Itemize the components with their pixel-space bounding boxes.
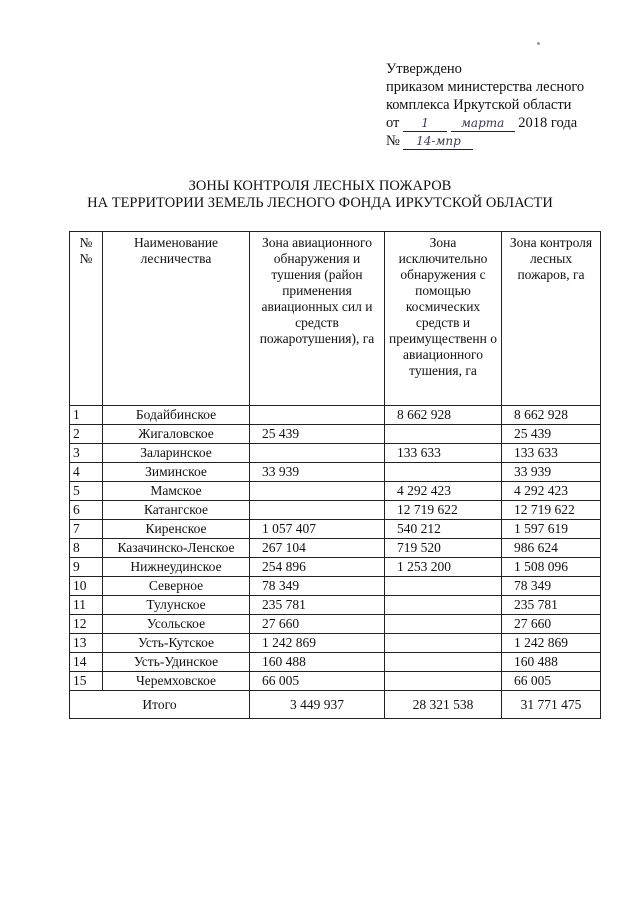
row-num: 10: [70, 577, 103, 596]
row-num: 3: [70, 444, 103, 463]
row-space: [385, 653, 502, 672]
row-total: 33 939: [502, 463, 601, 482]
row-name: Усольское: [103, 615, 250, 634]
fire-zones-table: [69, 231, 601, 719]
table-row: [70, 406, 601, 425]
row-name: Тулунское: [103, 596, 250, 615]
row-space: [385, 634, 502, 653]
row-num: 12: [70, 615, 103, 634]
row-total: 160 488: [502, 653, 601, 672]
date-suffix: 2018 года: [518, 115, 578, 131]
row-total: 25 439: [502, 425, 601, 444]
row-name: Бодайбинское: [103, 406, 250, 425]
row-total: 66 005: [502, 672, 601, 691]
table-row: [70, 653, 601, 672]
row-num: 2: [70, 425, 103, 444]
title-line-2: НА ТЕРРИТОРИИ ЗЕМЕЛЬ ЛЕСНОГО ФОНДА ИРКУТСКОЙ ОБЛАСТИ: [87, 195, 553, 211]
row-aviation: [250, 444, 385, 463]
row-name: Заларинское: [103, 444, 250, 463]
row-aviation: 267 104: [250, 539, 385, 558]
row-total: 4 292 423: [502, 482, 601, 501]
header-aviation: Зона авиационного обнаружения и тушения (район применения авиационных сил и средств пожаротушения), га: [250, 232, 385, 406]
row-aviation: 1 242 869: [250, 634, 385, 653]
row-total: 235 781: [502, 596, 601, 615]
table-header-row: [70, 232, 601, 406]
total-total: 31 771 475: [502, 691, 601, 719]
row-aviation: [250, 501, 385, 520]
table-row: [70, 520, 601, 539]
row-name: Казачинско-Ленское: [103, 539, 250, 558]
row-space: [385, 577, 502, 596]
approval-line-1: Утверждено: [386, 61, 462, 77]
row-name: Киренское: [103, 520, 250, 539]
approval-line-3: комплекса Иркутской области: [386, 97, 572, 113]
row-aviation: 78 349: [250, 577, 385, 596]
table-row: [70, 482, 601, 501]
row-num: 1: [70, 406, 103, 425]
row-name: Жигаловское: [103, 425, 250, 444]
table-row: [70, 596, 601, 615]
row-space: 540 212: [385, 520, 502, 539]
date-month-handwritten: марта: [451, 116, 515, 132]
row-name: Нижнеудинское: [103, 558, 250, 577]
row-num: 6: [70, 501, 103, 520]
row-total: 12 719 622: [502, 501, 601, 520]
row-aviation: 25 439: [250, 425, 385, 444]
number-handwritten: 14-мпр: [403, 134, 473, 150]
row-space: [385, 615, 502, 634]
total-label: Итого: [70, 691, 250, 719]
row-num: 11: [70, 596, 103, 615]
row-name: Мамское: [103, 482, 250, 501]
number-prefix: №: [386, 133, 400, 149]
total-aviation: 3 449 937: [250, 691, 385, 719]
row-num: 13: [70, 634, 103, 653]
row-aviation: [250, 482, 385, 501]
row-name: Усть-Кутское: [103, 634, 250, 653]
approval-date: [386, 114, 584, 132]
row-space: 133 633: [385, 444, 502, 463]
table-row: [70, 463, 601, 482]
table-row: [70, 577, 601, 596]
table-row: [70, 444, 601, 463]
row-name: Катангское: [103, 501, 250, 520]
row-name: Усть-Удинское: [103, 653, 250, 672]
title-line-1: ЗОНЫ КОНТРОЛЯ ЛЕСНЫХ ПОЖАРОВ: [188, 178, 452, 194]
row-name: Черемховское: [103, 672, 250, 691]
row-total: 133 633: [502, 444, 601, 463]
row-space: 4 292 423: [385, 482, 502, 501]
row-space: 1 253 200: [385, 558, 502, 577]
row-num: 14: [70, 653, 103, 672]
row-space: [385, 463, 502, 482]
row-num: 8: [70, 539, 103, 558]
row-aviation: 235 781: [250, 596, 385, 615]
table-row: [70, 539, 601, 558]
date-prefix: от: [386, 115, 400, 131]
row-aviation: 33 939: [250, 463, 385, 482]
row-space: 12 719 622: [385, 501, 502, 520]
row-total: 8 662 928: [502, 406, 601, 425]
row-aviation: 1 057 407: [250, 520, 385, 539]
row-total: 78 349: [502, 577, 601, 596]
row-space: [385, 672, 502, 691]
row-name: Зиминское: [103, 463, 250, 482]
table-row: [70, 501, 601, 520]
table-row: [70, 615, 601, 634]
row-space: 8 662 928: [385, 406, 502, 425]
row-aviation: 66 005: [250, 672, 385, 691]
row-aviation: 254 896: [250, 558, 385, 577]
header-space: Зона исключительно обнаружения с помощью космических средств и преимущественн о авиационного тушения, га: [385, 232, 502, 406]
row-space: [385, 425, 502, 444]
row-num: 9: [70, 558, 103, 577]
table-row: [70, 634, 601, 653]
total-row: [70, 691, 601, 719]
row-space: [385, 596, 502, 615]
row-aviation: 27 660: [250, 615, 385, 634]
header-name: Наименование лесничества: [103, 232, 250, 406]
row-total: 1 508 096: [502, 558, 601, 577]
table-row: [70, 558, 601, 577]
row-total: 986 624: [502, 539, 601, 558]
row-num: 7: [70, 520, 103, 539]
table-row: [70, 672, 601, 691]
row-num: 5: [70, 482, 103, 501]
row-name: Северное: [103, 577, 250, 596]
row-num: 4: [70, 463, 103, 482]
row-aviation: 160 488: [250, 653, 385, 672]
approval-line-2: приказом министерства лесного: [386, 79, 585, 95]
row-total: 27 660: [502, 615, 601, 634]
total-space: 28 321 538: [385, 691, 502, 719]
row-space: 719 520: [385, 539, 502, 558]
document-title: [0, 178, 640, 212]
header-total: Зона контроля лесных пожаров, га: [502, 232, 601, 406]
row-aviation: [250, 406, 385, 425]
header-num: № №: [70, 232, 103, 406]
row-total: 1 597 619: [502, 520, 601, 539]
row-num: 15: [70, 672, 103, 691]
scan-speck: [537, 42, 540, 45]
table-row: [70, 425, 601, 444]
approval-number: [386, 132, 584, 150]
date-day-handwritten: 1: [403, 116, 447, 132]
approval-block: [386, 60, 584, 150]
row-total: 1 242 869: [502, 634, 601, 653]
